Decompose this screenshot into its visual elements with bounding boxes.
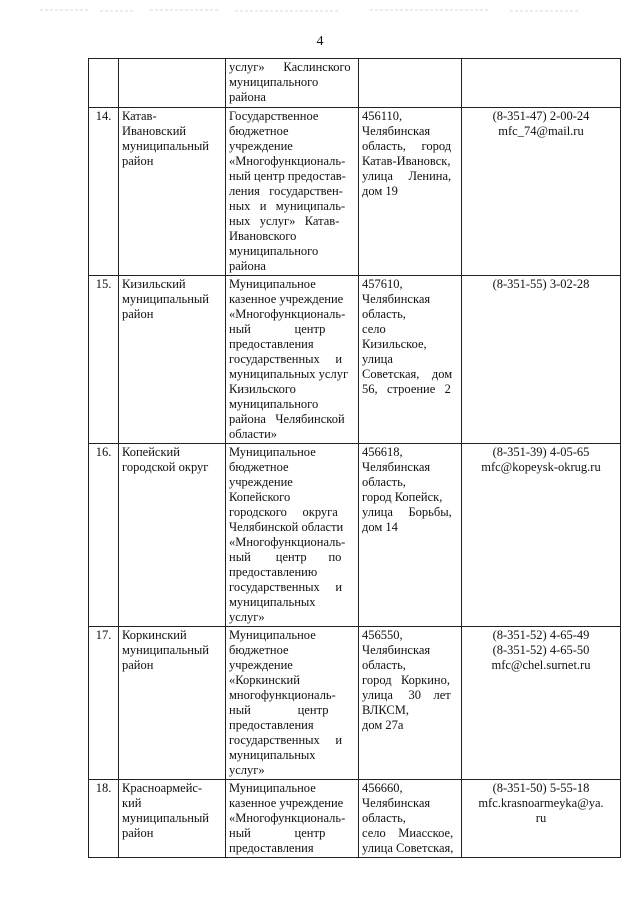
- contacts-cell: [462, 780, 621, 858]
- address-line: область,: [362, 811, 406, 825]
- row-number-cell: [89, 780, 119, 858]
- address-line: область,: [362, 658, 406, 672]
- organization-line: муниципального: [229, 244, 319, 258]
- organization-line: «Коркинский: [229, 673, 300, 687]
- contact-line: mfc@kopeysk-okrug.ru: [481, 460, 601, 474]
- address-line: 456660,: [362, 781, 403, 795]
- organization-cell: [226, 780, 359, 858]
- address-line: дом 14: [362, 520, 398, 534]
- organization-cell: [226, 108, 359, 276]
- address-line: улица 30 лет: [362, 688, 451, 702]
- organization-line: государственных и: [229, 352, 343, 366]
- district-line: муниципальный: [122, 643, 209, 657]
- organization-line: услуг» Каслинского: [229, 60, 351, 74]
- contacts-cell: [462, 444, 621, 627]
- contact-line: (8-351-39) 4-05-65: [492, 445, 590, 459]
- district-line: Катав-: [122, 109, 157, 123]
- address-line: Челябинская: [362, 292, 431, 306]
- address-line: Кизильское,: [362, 337, 427, 351]
- organization-line: бюджетное: [229, 460, 289, 474]
- district-line: городской округ: [122, 460, 209, 474]
- table-row: [89, 276, 621, 444]
- row-number-cell: [89, 59, 119, 108]
- row-number-cell: [89, 276, 119, 444]
- organization-cell: [226, 59, 359, 108]
- district-cell: [119, 444, 226, 627]
- address-line: улица Ленина,: [362, 169, 452, 183]
- address-line: село Миасское,: [362, 826, 454, 840]
- organization-cell: [226, 627, 359, 780]
- contact-line: (8-351-52) 4-65-49: [492, 628, 590, 642]
- district-cell: [119, 276, 226, 444]
- address-line: Катав-Ивановск,: [362, 154, 451, 168]
- page-number: 4: [316, 34, 324, 49]
- address-line: город Коркино,: [362, 673, 450, 687]
- contact-line: mfc.krasnoarmeyka@ya.: [478, 796, 604, 810]
- address-line: улица Советская,: [362, 841, 454, 855]
- district-line: Кизильский: [122, 277, 186, 291]
- row-number-cell: [89, 627, 119, 780]
- row-number-cell: [89, 108, 119, 276]
- organization-cell: [226, 444, 359, 627]
- contact-line: (8-351-50) 5-55-18: [492, 781, 590, 795]
- address-cell: [359, 627, 462, 780]
- organization-line: услуг»: [229, 763, 265, 777]
- district-line: район: [122, 307, 154, 321]
- contacts-cell: [462, 59, 621, 108]
- district-line: район: [122, 658, 154, 672]
- district-line: кий: [122, 796, 142, 810]
- row-number: 17.: [95, 628, 112, 642]
- address-line: область,: [362, 307, 406, 321]
- contacts-cell: [462, 276, 621, 444]
- address-line: дом 27а: [362, 718, 404, 732]
- district-cell: [119, 59, 226, 108]
- organization-line: района Челябинской: [229, 412, 345, 426]
- organization-cell: [226, 276, 359, 444]
- row-number: 14.: [95, 109, 112, 123]
- organization-line: предоставления: [229, 718, 314, 732]
- address-line: Челябинская: [362, 460, 431, 474]
- organization-line: ных услуг» Катав-: [229, 214, 340, 228]
- organization-line: муниципальных: [229, 748, 316, 762]
- organization-line: ления государствен-: [229, 184, 343, 198]
- address-line: ВЛКСМ,: [362, 703, 409, 717]
- address-line: 456618,: [362, 445, 403, 459]
- organization-line: ный центр: [229, 826, 326, 840]
- address-line: Челябинская: [362, 796, 431, 810]
- row-number: 15.: [95, 277, 112, 291]
- address-cell: [359, 444, 462, 627]
- organization-line: области»: [229, 427, 278, 441]
- organization-line: «Многофункциональ-: [229, 811, 346, 825]
- organization-line: муниципальных: [229, 595, 316, 609]
- organization-line: муниципального: [229, 397, 319, 411]
- organization-line: казенное учреждение: [229, 292, 344, 306]
- table-row: [89, 108, 621, 276]
- organization-line: Муниципальное: [229, 628, 316, 642]
- organization-line: Копейского: [229, 490, 291, 504]
- organization-line: Муниципальное: [229, 277, 316, 291]
- table-row: [89, 444, 621, 627]
- address-line: 56, строение 2: [362, 382, 451, 396]
- organization-line: казенное учреждение: [229, 796, 344, 810]
- row-number-cell: [89, 444, 119, 627]
- organization-line: учреждение: [229, 139, 293, 153]
- table-body: [89, 59, 621, 858]
- organization-line: района: [229, 259, 266, 273]
- organization-line: ный центр: [229, 322, 326, 336]
- address-cell: [359, 780, 462, 858]
- organization-line: многофункциональ-: [229, 688, 336, 702]
- organization-line: Ивановского: [229, 229, 297, 243]
- district-line: Ивановский: [122, 124, 187, 138]
- organization-line: бюджетное: [229, 124, 289, 138]
- address-line: улица Борьбы,: [362, 505, 452, 519]
- address-cell: [359, 108, 462, 276]
- organization-line: городского округа: [229, 505, 338, 519]
- scan-artifact-line: [40, 2, 600, 12]
- contact-line: (8-351-52) 4-65-50: [492, 643, 590, 657]
- district-line: муниципальный: [122, 292, 209, 306]
- district-line: Красноармейс-: [122, 781, 203, 795]
- address-line: город Копейск,: [362, 490, 443, 504]
- contact-line: (8-351-47) 2-00-24: [492, 109, 590, 123]
- organization-line: Челябинской области: [229, 520, 344, 534]
- address-line: село: [362, 322, 386, 336]
- table-row: [89, 627, 621, 780]
- organization-line: муниципального: [229, 75, 319, 89]
- mfc-directory-table: [88, 58, 621, 858]
- district-line: Коркинский: [122, 628, 187, 642]
- row-number: 18.: [95, 781, 112, 795]
- address-line: 456550,: [362, 628, 403, 642]
- organization-line: «Многофункциональ-: [229, 307, 346, 321]
- organization-line: предоставления: [229, 337, 314, 351]
- organization-line: государственных и: [229, 733, 343, 747]
- organization-line: бюджетное: [229, 643, 289, 657]
- address-line: 456110,: [362, 109, 403, 123]
- address-line: улица: [362, 352, 393, 366]
- contacts-cell: [462, 108, 621, 276]
- organization-line: муниципальных услуг: [229, 367, 349, 381]
- district-cell: [119, 108, 226, 276]
- organization-line: «Многофункциональ-: [229, 535, 346, 549]
- address-line: область,: [362, 475, 406, 489]
- address-line: Челябинская: [362, 124, 431, 138]
- table-row: [89, 59, 621, 108]
- address-line: Челябинская: [362, 643, 431, 657]
- organization-line: Муниципальное: [229, 445, 316, 459]
- organization-line: Государственное: [229, 109, 319, 123]
- address-cell: [359, 59, 462, 108]
- organization-line: ный центр: [229, 703, 329, 717]
- organization-line: ный центр предостав-: [229, 169, 346, 183]
- organization-line: «Многофункциональ-: [229, 154, 346, 168]
- contact-line: mfc_74@mail.ru: [498, 124, 584, 138]
- address-line: 457610,: [362, 277, 403, 291]
- district-line: муниципальный: [122, 139, 209, 153]
- address-line: Советская, дом: [362, 367, 453, 381]
- organization-line: района: [229, 90, 266, 104]
- district-line: Копейский: [122, 445, 180, 459]
- organization-line: Муниципальное: [229, 781, 316, 795]
- organization-line: Кизильского: [229, 382, 296, 396]
- organization-line: предоставлению: [229, 565, 318, 579]
- contact-line: mfc@chel.surnet.ru: [491, 658, 591, 672]
- contact-line: (8-351-55) 3-02-28: [492, 277, 590, 291]
- organization-line: предоставления: [229, 841, 314, 855]
- district-cell: [119, 627, 226, 780]
- address-line: область, город: [362, 139, 452, 153]
- row-number: 16.: [95, 445, 112, 459]
- address-cell: [359, 276, 462, 444]
- contact-line: ru: [535, 811, 547, 825]
- organization-line: государственных и: [229, 580, 343, 594]
- organization-line: учреждение: [229, 475, 293, 489]
- district-line: район: [122, 154, 154, 168]
- table-row: [89, 780, 621, 858]
- address-line: дом 19: [362, 184, 398, 198]
- district-line: муниципальный: [122, 811, 209, 825]
- organization-line: учреждение: [229, 658, 293, 672]
- contacts-cell: [462, 627, 621, 780]
- organization-line: ный центр по: [229, 550, 342, 564]
- district-cell: [119, 780, 226, 858]
- organization-line: услуг»: [229, 610, 265, 624]
- district-line: район: [122, 826, 154, 840]
- organization-line: ных и муниципаль-: [229, 199, 346, 213]
